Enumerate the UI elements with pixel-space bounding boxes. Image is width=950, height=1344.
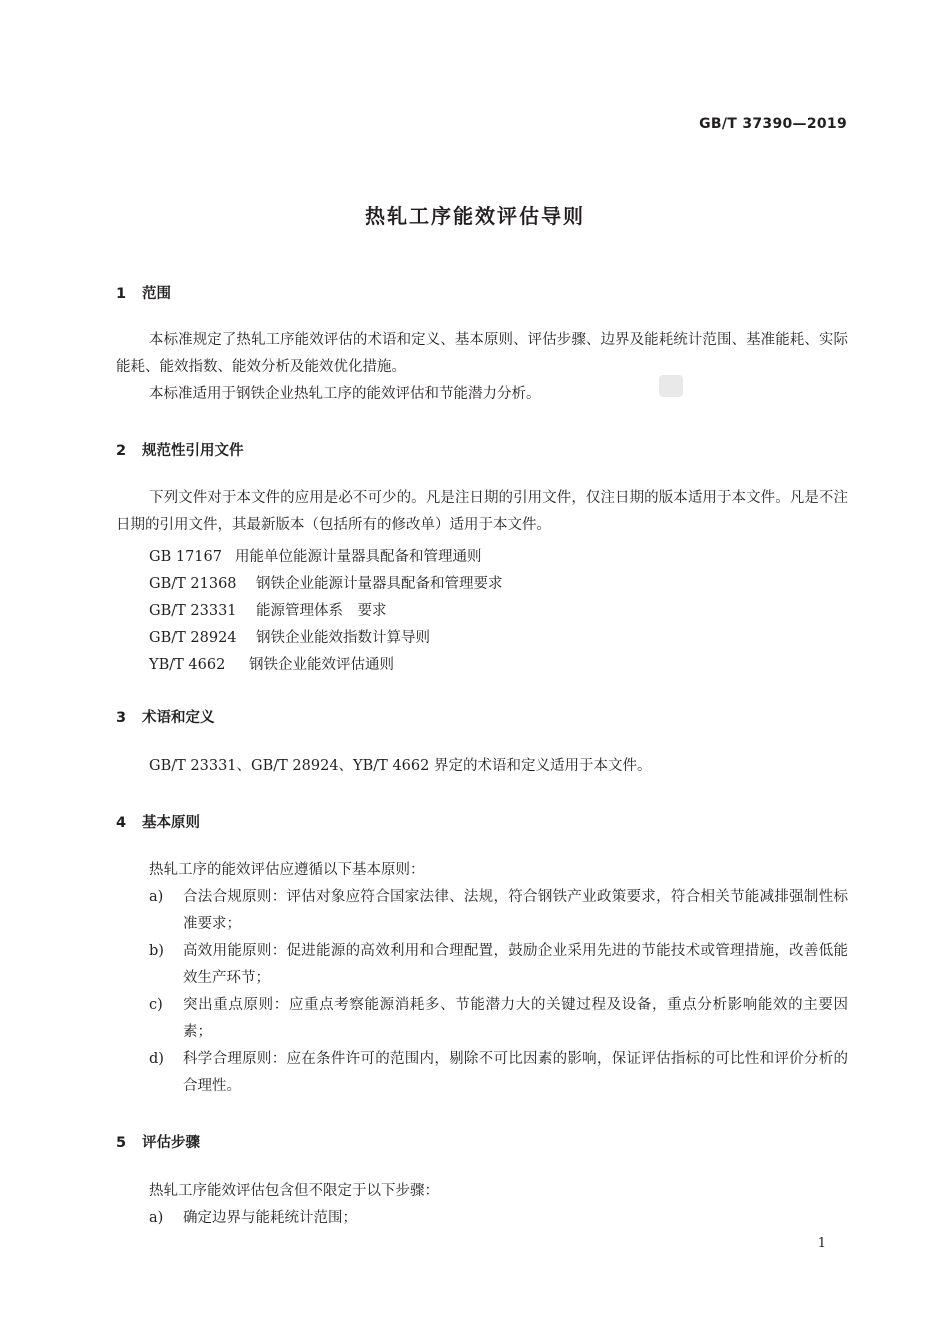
list-marker: d) <box>149 1051 164 1067</box>
paragraph: 本标准适用于钢铁企业热轧工序的能效评估和节能潜力分析。 <box>149 386 541 402</box>
section-title: 基本原则 <box>142 815 200 831</box>
list-item <box>149 1046 848 1100</box>
section-heading <box>116 811 200 832</box>
section-heading <box>116 439 244 460</box>
reference-code: GB/T 28924 <box>149 630 237 646</box>
reference-title: 钢铁企业能源计量器具配备和管理要求 <box>256 576 503 592</box>
paragraph: 本标准规定了热轧工序能效评估的术语和定义、基本原则、评估步骤、边界及能耗统计范围、基准能耗、实际能耗、能效指数、能效分析及能效优化措施。 <box>116 332 848 375</box>
reference-code: GB/T 21368 <box>149 576 237 592</box>
list-item-text: 确定边界与能耗统计范围； <box>183 1210 357 1226</box>
section-title: 规范性引用文件 <box>142 443 244 459</box>
reference-title: 能源管理体系 要求 <box>256 603 387 619</box>
list-marker: b) <box>149 943 164 959</box>
reference-entry <box>149 599 387 620</box>
list-item-text: 合法合规原则：评估对象应符合国家法律、法规，符合钢铁产业政策要求，符合相关节能减排强制性标准要求； <box>183 889 848 932</box>
list-marker: a) <box>149 889 164 905</box>
reference-code: GB/T 23331 <box>149 603 237 619</box>
list-item <box>149 992 848 1046</box>
section-title: 术语和定义 <box>142 710 215 726</box>
section-heading <box>116 706 215 727</box>
paragraph: 下列文件对于本文件的应用是必不可少的。凡是注日期的引用文件，仅注日期的版本适用于本文件。凡是不注日期的引用文件，其最新版本（包括所有的修改单）适用于本文件。 <box>116 490 848 533</box>
paragraph: 热轧工序能效评估包含但不限定于以下步骤： <box>149 1183 439 1199</box>
section-title: 范围 <box>142 286 171 302</box>
reference-code: GB 17167 <box>149 549 222 565</box>
document-title: 热轧工序能效评估导则 <box>365 204 585 228</box>
reference-entry <box>149 653 394 674</box>
paragraph: 热轧工序的能效评估应遵循以下基本原则： <box>149 862 425 878</box>
reference-code: YB/T 4662 <box>149 657 226 673</box>
list-item-text: 高效用能原则：促进能源的高效利用和合理配置，鼓励企业采用先进的节能技术或管理措施，改善低能效生产环节； <box>183 943 848 986</box>
page-number: 1 <box>817 1236 826 1251</box>
section-heading <box>116 282 171 303</box>
section-number: 2 <box>116 443 127 459</box>
list-item <box>149 1205 848 1232</box>
list-item-text: 突出重点原则：应重点考察能源消耗多、节能潜力大的关键过程及设备，重点分析影响能效的主要因素； <box>183 997 848 1040</box>
list-item <box>149 938 848 992</box>
section-title: 评估步骤 <box>142 1135 200 1151</box>
section-number: 5 <box>116 1135 127 1151</box>
list-marker: c) <box>149 997 163 1013</box>
standard-code: GB/T 37390—2019 <box>699 116 847 132</box>
reference-entry <box>149 572 503 593</box>
section-number: 4 <box>116 815 127 831</box>
reference-title: 用能单位能源计量器具配备和管理通则 <box>235 549 482 565</box>
list-marker: a) <box>149 1210 164 1226</box>
stamp-mark <box>659 375 683 397</box>
section-number: 1 <box>116 286 127 302</box>
reference-title: 钢铁企业能效指数计算导则 <box>256 630 430 646</box>
reference-title: 钢铁企业能效评估通则 <box>249 657 394 673</box>
list-item-text: 科学合理原则：应在条件许可的范围内，剔除不可比因素的影响，保证评估指标的可比性和评价分析的合理性。 <box>183 1051 848 1094</box>
paragraph: GB/T 23331、GB/T 28924、YB/T 4662 界定的术语和定义适用于本文件。 <box>149 758 652 774</box>
reference-entry <box>149 626 430 647</box>
section-heading <box>116 1131 200 1152</box>
list-item <box>149 884 848 938</box>
reference-entry <box>149 545 482 566</box>
section-number: 3 <box>116 710 127 726</box>
